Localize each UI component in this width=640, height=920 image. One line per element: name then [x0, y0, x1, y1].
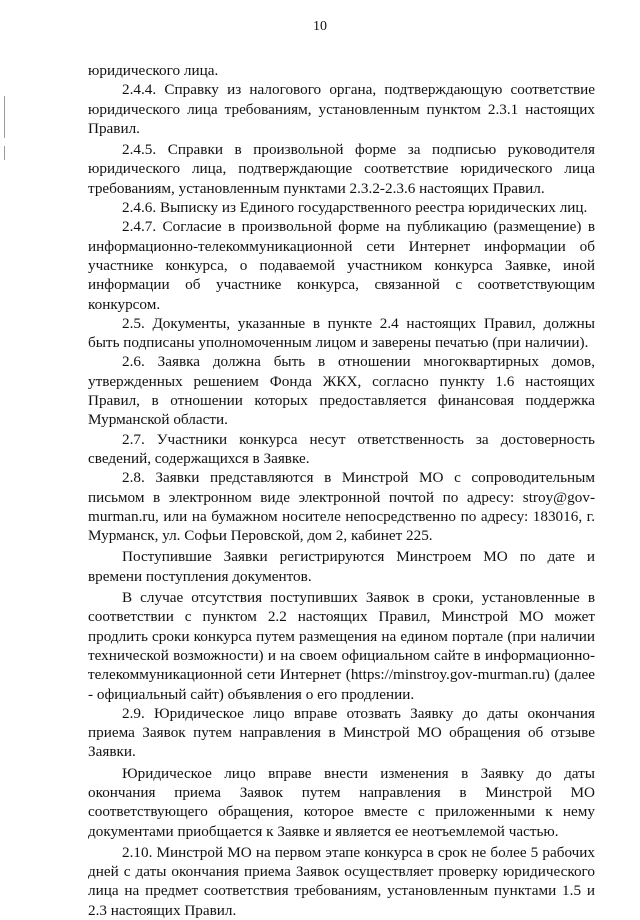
paragraph-2-5: 2.5. Документы, указанные в пункте 2.4 настоящих Правил, должны быть подписаны уполномоченным лицом и заверены печатью (при наличии).	[88, 314, 595, 352]
margin-scan-mark	[4, 96, 5, 138]
page-number: 10	[313, 19, 327, 34]
document-body	[88, 61, 595, 920]
margin-scan-mark	[4, 146, 5, 160]
paragraph-2-4-4: 2.4.4. Справку из налогового органа, подтверждающую соответствие юридического лица требованиям, установленным пунктом 2.3.1 настоящих Правил.	[88, 81, 595, 137]
paragraph-2-10: 2.10. Минстрой МО на первом этапе конкурса в срок не более 5 рабочих дней с даты окончания приема Заявок осуществляет проверку юридического лица на предмет соответствия требованиям, установленным пунктами 1.5 и 2.3 настоящих Правил.	[88, 843, 595, 919]
paragraph-2-9: 2.9. Юридическое лицо вправе отозвать Заявку до даты окончания приема Заявок путем направления в Минстрой МО обращения об отзыве Заявки.	[88, 704, 595, 761]
paragraph-2-6: 2.6. Заявка должна быть в отношении многоквартирных домов, утвержденных решением Фонда ЖКХ, согласно пункту 1.6 настоящих Правил, в отношении которых предоставляется финансовая поддержка Мурманской области.	[88, 353, 595, 429]
paragraph-2-8: 2.8. Заявки представляются в Минстрой МО с сопроводительным письмом в электронном виде электронной почтой по адресу: stroy@gov-murman.ru, или на бумажном носителе непосредственно по адресу: 183016, г. Мурманск, ул. Софьи Перовской, дом 2, кабинет 225.	[88, 469, 595, 545]
paragraph-continuation: юридического лица.	[88, 62, 219, 79]
paragraph-2-4-7: 2.4.7. Согласие в произвольной форме на публикацию (размещение) в информационно-телекоммуникационной сети Интернет информации об участнике конкурса, о подаваемой участником конкурса Заявке, иной информации об участнике конкурса, связанной с соответствующим конкурсом.	[88, 218, 595, 313]
paragraph-2-9-changes: Юридическое лицо вправе внести изменения в Заявку до даты окончания приема Заявок путем направления в Минстрой МО соответствующего обращения, которое вместе с приложенными к нему документами приобщается к Заявке и является ее неотъемлемой частью.	[88, 764, 595, 840]
paragraph-2-8-extension: В случае отсутствия поступивших Заявок в сроки, установленные в соответствии с пунктом 2.2 настоящих Правил, Минстрой МО может продлить сроки конкурса путем размещения на едином портале (при наличии технической возможности) и на своем официальном сайте в информационно- телекоммуникационной сети Интернет (https://minstroy.gov-murman.ru) (далее - официальный сайт) объявления о его продлении.	[88, 589, 595, 703]
paragraph-2-8-registration: Поступившие Заявки регистрируются Минстроем МО по дате и времени поступления документов.	[88, 548, 595, 585]
paragraph-2-4-5: 2.4.5. Справки в произвольной форме за подписью руководителя юридического лица, подтверждающие соответствие юридического лица требованиям, установленным пунктами 2.3.2-2.3.6 настоящих Правил.	[88, 141, 595, 197]
paragraph-2-4-6: 2.4.6. Выписку из Единого государственного реестра юридических лиц.	[122, 199, 588, 217]
paragraph-2-7: 2.7. Участники конкурса несут ответственность за достоверность сведений, содержащихся в Заявке.	[88, 430, 595, 467]
